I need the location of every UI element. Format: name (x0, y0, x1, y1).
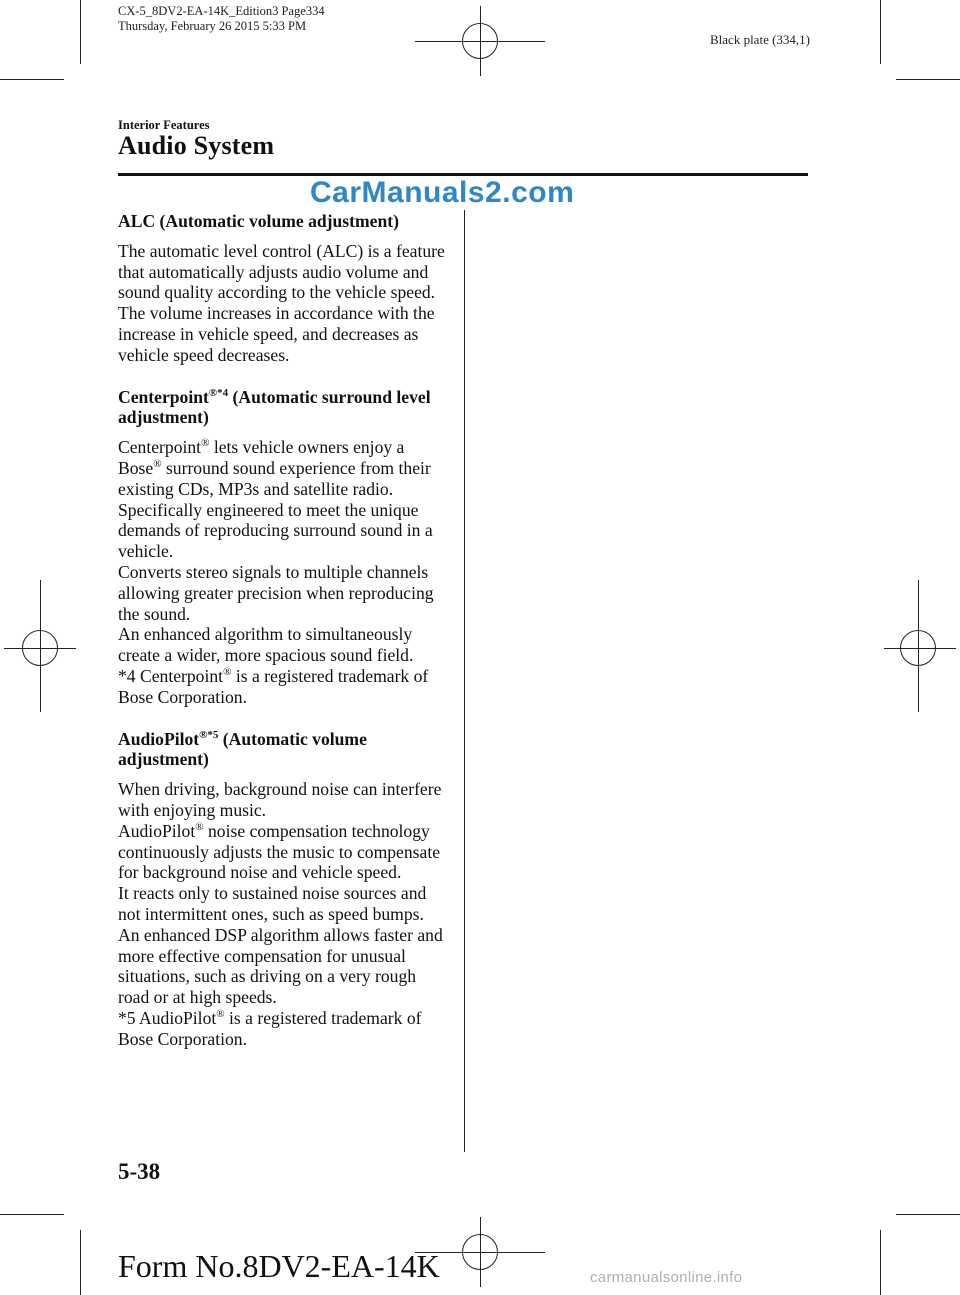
registered-mark: ® (153, 457, 162, 470)
date-line: Thursday, February 26 2015 5:33 PM (118, 19, 307, 33)
alc-heading: ALC (Automatic volume adjustment) (118, 211, 399, 231)
registered-mark: ® (216, 1007, 225, 1020)
print-slug (118, 4, 325, 34)
audiopilot-paragraph: It reacts only to sustained noise sources and not intermittent ones, such as speed bumps. (118, 883, 427, 924)
crop-mark (880, 1230, 881, 1295)
registration-circle (462, 1234, 498, 1270)
registered-mark: ®*5 (199, 728, 219, 741)
audiopilot-paragraph: AudioPilot® noise compensation technology continuously adjusts the music to compensate for background noise and vehicle speed. (118, 820, 441, 883)
alc-section (118, 211, 448, 366)
trademark-note: *4 Centerpoint® is a registered trademark of Bose Corporation. (118, 665, 429, 707)
crop-mark (880, 0, 881, 64)
watermark-logo: CarManuals2.com (310, 176, 575, 209)
registered-mark: ®*4 (208, 386, 229, 399)
crop-mark (896, 79, 960, 80)
centerpoint-paragraph: An enhanced algorithm to simultaneously create a wider, more spacious sound field. (118, 624, 414, 666)
audiopilot-section (118, 729, 448, 1050)
registration-circle (462, 23, 498, 59)
crop-mark (0, 1214, 64, 1215)
plate-label: Black plate (334,1) (710, 32, 810, 47)
registration-circle (22, 630, 58, 666)
alc-body: The automatic level control (ALC) is a feature that automatically adjusts audio volume and sound quality according to the vehicle speed. The volume increases in accordance with the increase in vehicle speed, and decreases as vehicle speed decreases. (118, 240, 445, 365)
page-number: 5-38 (118, 1159, 161, 1184)
form-number: Form No.8DV2-EA-14K (118, 1248, 440, 1284)
trademark-note: *5 AudioPilot® is a registered trademark of Bose Corporation. (118, 1007, 422, 1049)
audiopilot-paragraph: An enhanced DSP algorithm allows faster and more effective compensation for unusual situations, such as driving on a very rough road or at high speeds. (118, 924, 443, 1008)
crop-mark (896, 1214, 960, 1215)
content-column (118, 211, 448, 1070)
centerpoint-paragraph: Specifically engineered to meet the unique demands of reproducing surround sound in a vehicle. (118, 499, 433, 562)
centerpoint-section (118, 387, 448, 708)
crop-mark (80, 1230, 81, 1295)
audiopilot-paragraph: When driving, background noise can interfere with enjoying music. (118, 779, 442, 820)
page-title: Audio System (118, 131, 275, 160)
crop-mark (80, 0, 81, 64)
centerpoint-paragraph: Centerpoint® lets vehicle owners enjoy a Bose® surround sound experience from their existing CDs, MP3s and satellite radio. (118, 437, 431, 499)
registered-mark: ® (195, 820, 204, 833)
registered-mark: ® (201, 437, 210, 450)
centerpoint-heading: Centerpoint$^{®*4}$ (Automatic surround level adjustment) (118, 386, 431, 428)
crop-mark (0, 79, 64, 80)
audiopilot-heading: AudioPilot$^{®*5}$ (Automatic volume adjustment) (118, 728, 367, 770)
footer-watermark: carmanualsonline.info (590, 1269, 743, 1286)
registered-mark: ® (223, 665, 232, 678)
column-divider (464, 210, 465, 1152)
file-line: CX-5_8DV2-EA-14K_Edition3 Page334 (118, 4, 325, 18)
registration-circle (900, 630, 936, 666)
section-label: Interior Features (118, 118, 210, 132)
centerpoint-paragraph: Converts stereo signals to multiple channels allowing greater precision when reproducing the sound. (118, 561, 434, 624)
